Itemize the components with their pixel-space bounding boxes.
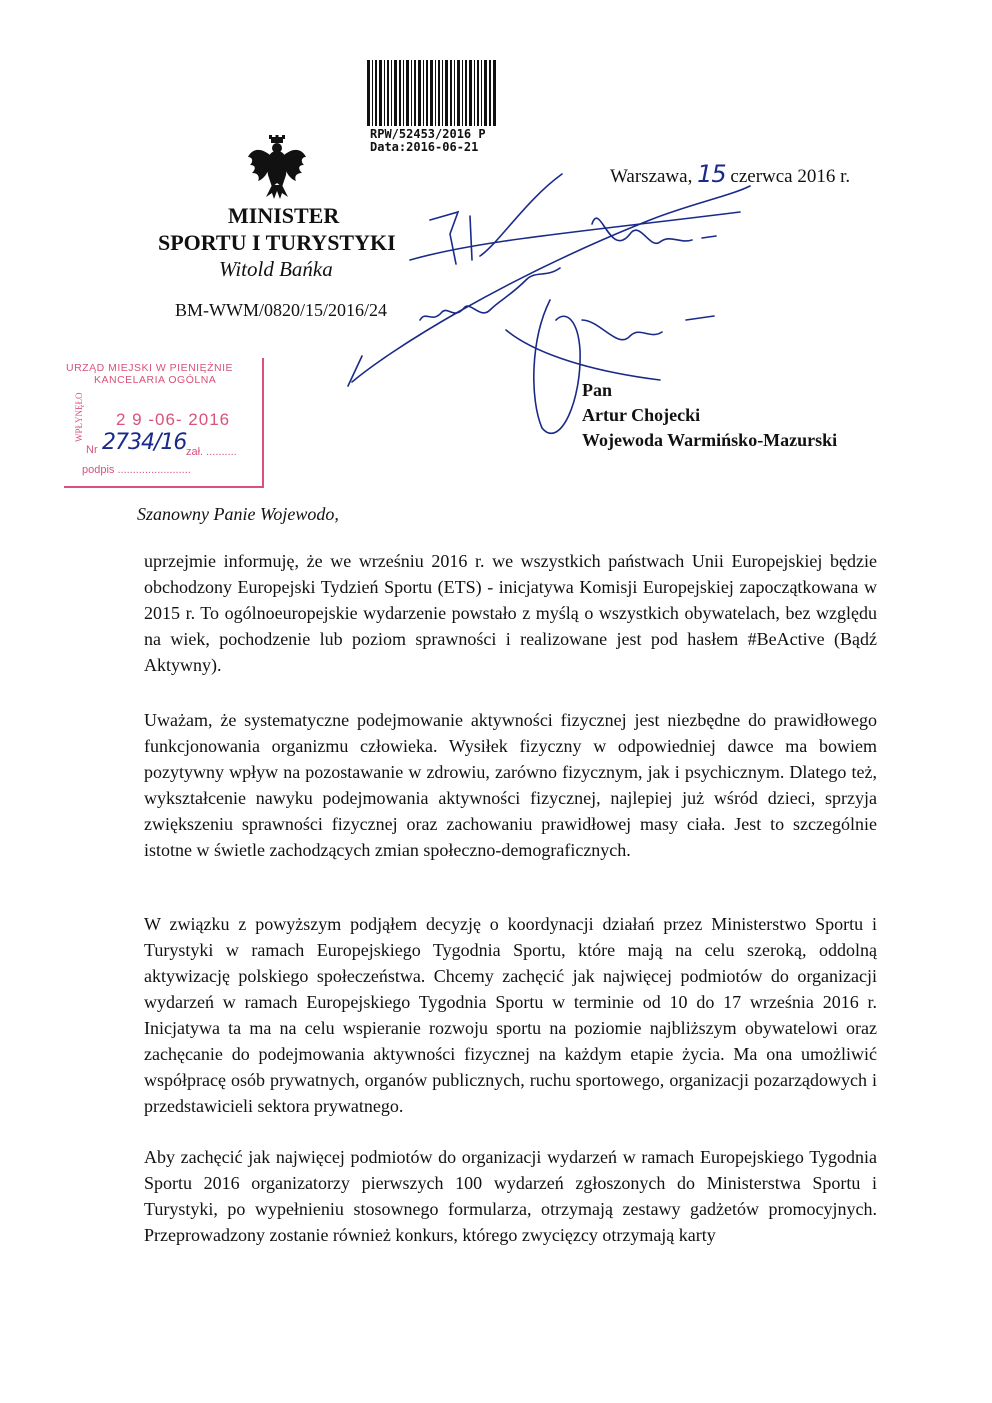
stamp-nr-handwritten: 2734/16: [102, 430, 187, 455]
stamp-office: URZĄD MIEJSKI W PIENIĘŻNIE: [66, 362, 234, 374]
stamp-received-label: WPŁYNĘŁO: [74, 392, 84, 442]
stamp-department: KANCELARIA OGÓLNA: [94, 374, 217, 386]
paragraph-2: Uważam, że systematyczne podejmowanie aktywności fizycznej jest niezbędne do prawidłowego funkcjonowania organizmu człowieka. Wysiłek fizyczny w odpowiedniej dawce ma bowiem pozytywny wpływ na pozostawanie w zdrowiu, zarówno fizycznym, jak i psychicznym. Dlatego też, wykształcenie nawyku podejmowania aktywności fizycznej, najlepiej już wśród dzieci, sprzyja zwiększeniu sprawności fizycznej oraz zachowaniu prawidłowej masy ciała. Jest to szczególnie istotne w świetle zachodzących zmian społeczno-demograficznych.: [144, 710, 877, 860]
stamp-signature-line: podpis ........................: [82, 464, 191, 476]
paragraph-4: Aby zachęcić jak najwięcej podmiotów do organizacji wydarzeń w ramach Europejskiego Tygodnia Sportu 2016 organizatorzy pierwszych 100 wydarzeń zgłoszonych do Ministerstwa Sportu i Turystyki, po wypełnieniu stosownego formularza, otrzymają zestawy gadżetów promocyjnych. Przeprowadzony zostanie również konkurs, którego zwycięzcy otrzymają karty: [144, 1147, 877, 1245]
barcode: [367, 60, 497, 126]
barcode-code: RPW/52453/2016 P: [370, 127, 486, 141]
stamp-attachments: zał. ..........: [186, 446, 237, 458]
salutation: Szanowny Panie Wojewodo,: [137, 504, 339, 524]
addressee-title: Pan: [582, 380, 613, 400]
handwritten-day: 15: [697, 160, 726, 188]
minister-name: Witold Bańka: [219, 257, 333, 281]
month-year: czerwca 2016 r.: [730, 166, 851, 187]
reference-number: BM-WWM/0820/15/2016/24: [175, 300, 387, 320]
minister-title: MINISTER: [228, 203, 340, 228]
addressee-name: Artur Chojecki: [582, 405, 701, 425]
paragraph-1: uprzejmie informuję, że we wrześniu 2016 r. we wszystkich państwach Unii Europejskiej będzie obchodzony Europejski Tydzień Sportu (ETS) - inicjatywa Komisji Europejskiej zapoczątkowana w 2015 r. To ogólnoeuropejskie wydarzenie powstało z myślą o wszystkich obywatelach, bez względu na wiek, pochodzenie lub poziom sprawności i realizowane jest pod hasłem #BeActive (Bądź Aktywny).: [144, 551, 877, 675]
stamp-date: 2 9 -06- 2016: [116, 410, 231, 429]
place-date: [610, 160, 850, 188]
place: Warszawa,: [610, 166, 693, 187]
stamp-nr-label: Nr: [86, 444, 98, 456]
registry-stamp: [64, 358, 264, 488]
paragraph-3: W związku z powyższym podjąłem decyzję o koordynacji działań przez Ministerstwo Sportu i Turystyki w ramach Europejskiego Tygodnia Sportu, które mają na celu szeroką, oddolną aktywizację polskiego społeczeństwa. Chcemy zachęcić jak najwięcej podmiotów do organizacji wydarzeń w ramach Europejskiego Tygodnia Sportu w terminie od 10 do 17 września 2016 r. Inicjatywa ta ma na celu wspieranie rozwoju sportu na poziomie najbliższym obywatelowi oraz zachęcanie do podejmowania aktywności fizycznej na każdym etapie życia. Ma ona umożliwić współpracę osób prywatnych, organów publicznych, ruchu sportowego, organizacji pozarządowych i przedstawicieli sektora prywatnego.: [144, 914, 877, 1116]
addressee-position: Wojewoda Warmińsko-Mazurski: [582, 430, 838, 450]
ministry-name: SPORTU I TURYSTYKI: [158, 230, 396, 255]
barcode-date: Data:2016-06-21: [370, 140, 479, 154]
eagle-emblem-icon: [246, 135, 308, 201]
